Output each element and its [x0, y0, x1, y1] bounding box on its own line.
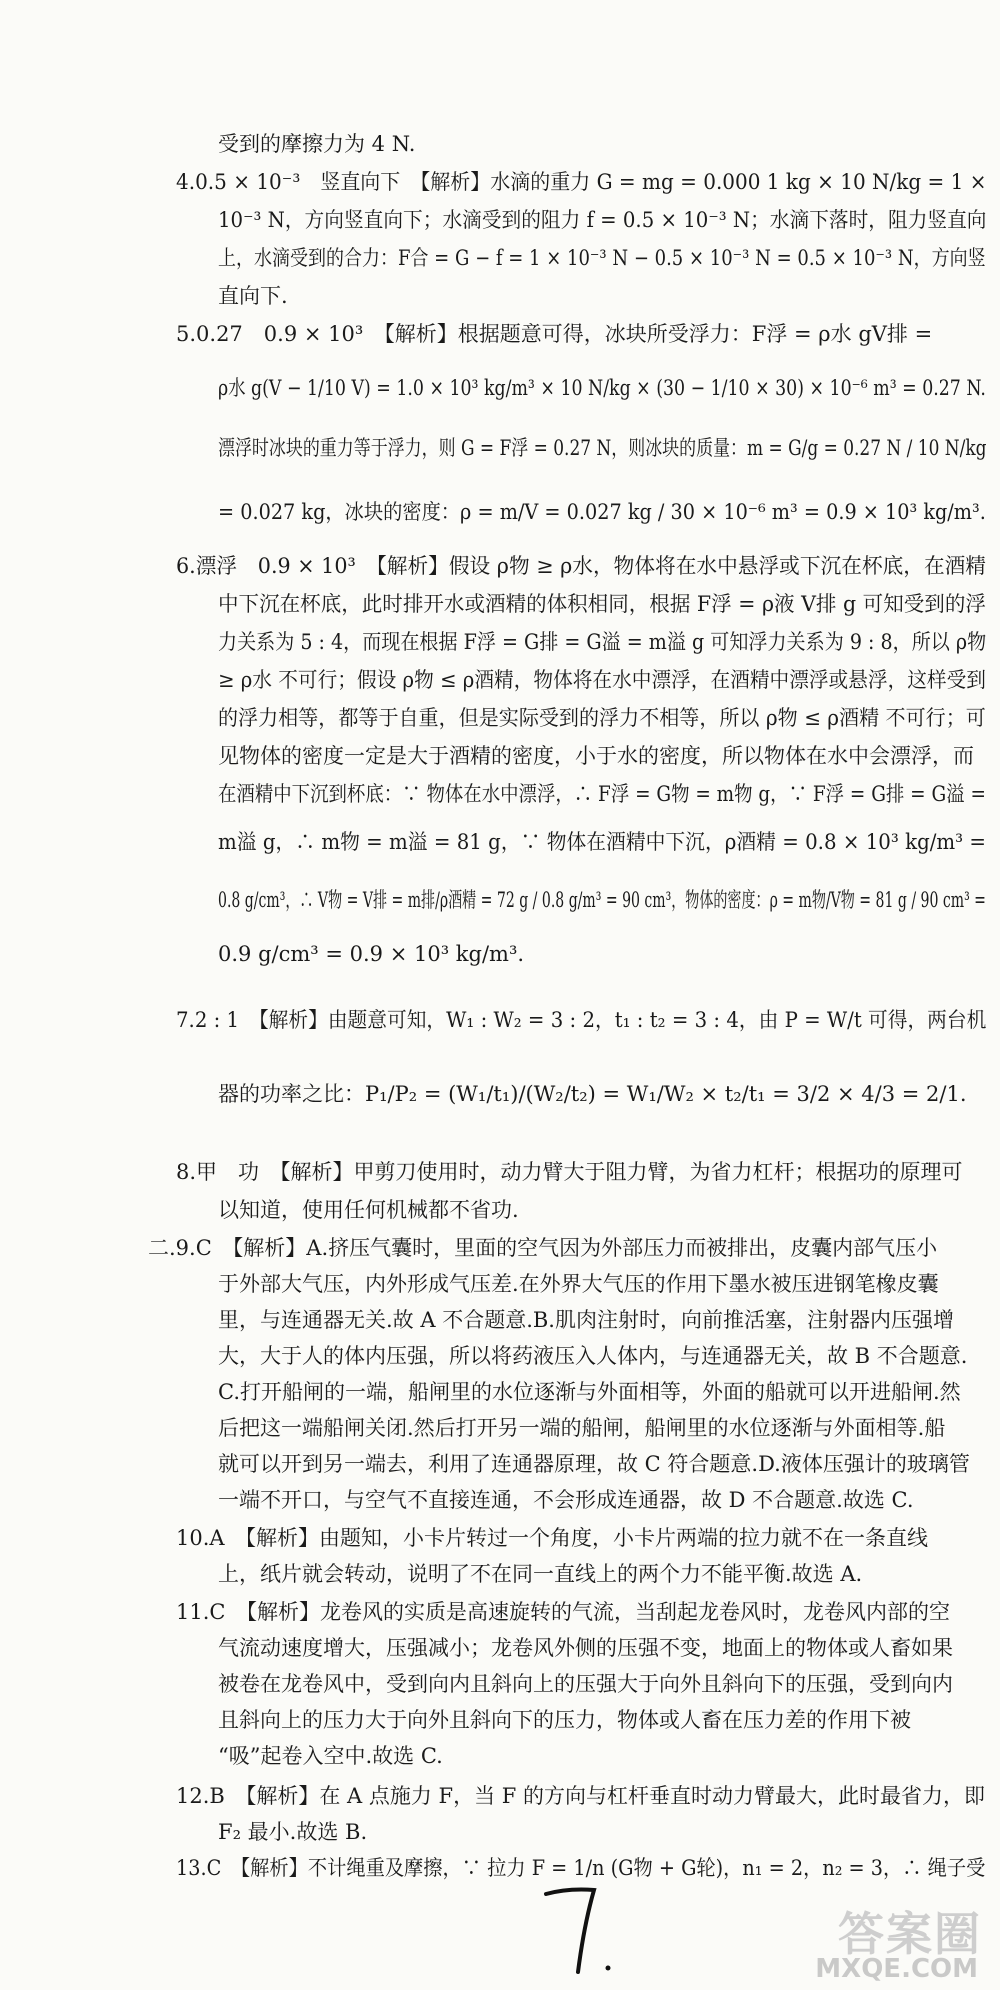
watermark-top-text: 答案圈	[838, 1907, 982, 1961]
line-30: 一端不开口，与空气不直接连通，不会形成连通器，故 D 不合题意.故选 C.	[218, 1488, 914, 1512]
handwritten-page-number	[538, 1880, 618, 1980]
line-29: 就可以开到另一端去，利用了连通器原理，故 C 符合题意.D.液体压强计的玻璃管	[218, 1452, 970, 1476]
line-37: “吸”起卷入空中.故选 C.	[218, 1744, 443, 1768]
watermark-logo	[772, 1894, 992, 1984]
line-24: 于外部大气压，内外形成气压差.在外界大气压的作用下墨水被压进钢笔橡皮囊	[218, 1272, 939, 1296]
line-6: ρ水 g(V − 1/10 V) = 1.0 × 10³ kg/m³ × 10 N/kg × (30 − 1/10 × 30) × 10⁻⁶ m³ = 0.27 N.	[218, 376, 986, 400]
line-0: 受到的摩擦力为 4 N.	[218, 132, 416, 156]
line-34: 气流动速度增大，压强减小；龙卷风外侧的压强不变，地面上的物体或人畜如果	[218, 1636, 953, 1660]
line-33: 11.C 【解析】龙卷风的实质是高速旋转的气流，当刮起龙卷风时，龙卷风内部的空	[176, 1600, 950, 1624]
line-23: 二.9.C 【解析】A.挤压气囊时，里面的空气因为外部压力而被排出，皮囊内部气压小	[148, 1236, 938, 1260]
line-20: 器的功率之比：P₁/P₂ = (W₁/t₁)/(W₂/t₂) = W₁/W₂ × t₂/t₁ = 3/2 × 4/3 = 2/1.	[218, 1082, 967, 1106]
line-19: 7.2 : 1 【解析】由题意可知，W₁ : W₂ = 3 : 2，t₁ : t₂ = 3 : 4，由 P = W/t 可得，两台机	[176, 1008, 987, 1032]
line-5: 5.0.27 0.9 × 10³ 【解析】根据题意可得，冰块所受浮力：F浮 = ρ水 gV排 =	[176, 322, 933, 346]
line-35: 被卷在龙卷风中，受到向内且斜向上的压强大于向外且斜向下的压强，受到向内	[218, 1672, 953, 1696]
line-14: 见物体的密度一定是大于酒精的密度，小于水的密度，所以物体在水中会漂浮，而	[218, 744, 974, 768]
line-4: 直向下.	[218, 284, 288, 308]
line-17: 0.8 g/cm³，∴ V物 = V排 = m排/ρ酒精 = 72 g / 0.8 g/m³ = 90 cm³，物体的密度：ρ = m物/V物 = 81 g / 90 cm³ =	[218, 888, 986, 912]
line-13: 的浮力相等，都等于自重，但是实际受到的浮力不相等，所以 ρ物 ≤ ρ酒精 不可行；可	[218, 706, 986, 730]
line-39: F₂ 最小.故选 B.	[218, 1820, 368, 1844]
watermark-bottom-text: MXQE.COM	[815, 1954, 978, 1984]
line-36: 且斜向上的压力大于向外且斜向下的压力，物体或人畜在压力差的作用下被	[218, 1708, 911, 1732]
line-25: 里，与连通器无关.故 A 不合题意.B.肌肉注射时，向前推活塞，注射器内压强增	[218, 1308, 954, 1332]
line-8: = 0.027 kg，冰块的密度：ρ = m/V = 0.027 kg / 30 × 10⁻⁶ m³ = 0.9 × 10³ kg/m³.	[218, 500, 986, 524]
line-21: 8.甲 功 【解析】甲剪刀使用时，动力臂大于阻力臂，为省力杠杆；根据功的原理可	[176, 1160, 963, 1184]
line-7: 漂浮时冰块的重力等于浮力，则 G = F浮 = 0.27 N，则冰块的质量：m = G/g = 0.27 N / 10 N/kg	[218, 436, 987, 460]
line-26: 大，大于人的体内压强，所以将药液压入人体内，与连通器无关，故 B 不合题意.	[218, 1344, 968, 1368]
line-28: 后把这一端船闸关闭.然后打开另一端的船闸，船闸里的水位逐渐与外面相等.船	[218, 1416, 946, 1440]
line-3: 上，水滴受到的合力：F合 = G − f = 1 × 10⁻³ N − 0.5 × 10⁻³ N = 0.5 × 10⁻³ N，方向竖	[218, 246, 986, 270]
line-10: 中下沉在杯底，此时排开水或酒精的体积相同，根据 F浮 = ρ液 V排 g 可知受到的浮	[218, 592, 986, 616]
line-18: 0.9 g/cm³ = 0.9 × 10³ kg/m³.	[218, 942, 525, 966]
line-40: 13.C 【解析】不计绳重及摩擦，∵ 拉力 F = 1/n (G物 + G轮)，n₁ = 2，n₂ = 3，∴ 绳子受	[176, 1856, 986, 1880]
line-32: 上，纸片就会转动，说明了不在同一直线上的两个力不能平衡.故选 A.	[218, 1562, 863, 1586]
line-9: 6.漂浮 0.9 × 10³ 【解析】假设 ρ物 ≥ ρ水，物体将在水中悬浮或下沉在杯底，在酒精	[176, 554, 987, 578]
line-27: C.打开船闸的一端，船闸里的水位逐渐与外面相等，外面的船就可以开进船闸.然	[218, 1380, 961, 1404]
line-16: m溢 g，∴ m物 = m溢 = 81 g，∵ 物体在酒精中下沉，ρ酒精 = 0.8 × 10³ kg/m³ =	[218, 830, 986, 854]
line-22: 以知道，使用任何机械都不省功.	[218, 1198, 519, 1222]
line-1: 4.0.5 × 10⁻³ 竖直向下 【解析】水滴的重力 G = mg = 0.000 1 kg × 10 N/kg = 1 ×	[176, 170, 987, 194]
line-38: 12.B 【解析】在 A 点施力 F，当 F 的方向与杠杆垂直时动力臂最大，此时最省力，即	[176, 1784, 986, 1808]
line-2: 10⁻³ N，方向竖直向下；水滴受到的阻力 f = 0.5 × 10⁻³ N；水滴下落时，阻力竖直向	[218, 208, 987, 232]
line-15: 在酒精中下沉到杯底：∵ 物体在水中漂浮，∴ F浮 = G物 = m物 g，∵ F浮 = G排 = G溢 =	[218, 782, 986, 806]
line-31: 10.A 【解析】由题知，小卡片转过一个角度，小卡片两端的拉力就不在一条直线	[176, 1526, 929, 1550]
line-12: ≥ ρ水 不可行；假设 ρ物 ≤ ρ酒精，物体将在水中漂浮，在酒精中漂浮或悬浮，这样受到	[218, 668, 986, 692]
line-11: 力关系为 5 : 4，而现在根据 F浮 = G排 = G溢 = m溢 g 可知浮力关系为 9 : 8，所以 ρ物	[218, 630, 987, 654]
